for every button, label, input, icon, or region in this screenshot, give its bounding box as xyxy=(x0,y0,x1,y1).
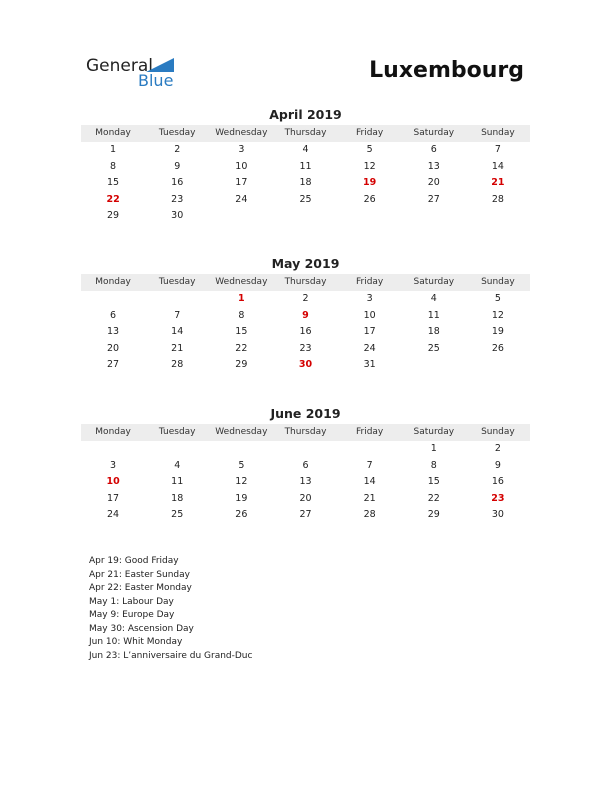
day-cell: 9 xyxy=(302,309,309,321)
weekday-label: Friday xyxy=(355,128,384,138)
holiday-item: Jun 10: Whit Monday xyxy=(89,637,183,647)
day-cell: 17 xyxy=(107,492,120,504)
month-june xyxy=(81,406,530,524)
country-title: Luxembourg xyxy=(369,58,524,83)
day-cell xyxy=(81,291,145,308)
day-cell: 22 xyxy=(106,193,120,205)
day-cell: 25 xyxy=(171,509,184,521)
month-title: April 2019 xyxy=(269,107,342,122)
day-cell: 7 xyxy=(366,459,373,471)
weekday-header xyxy=(81,125,530,142)
day-cell: 21 xyxy=(363,492,376,504)
week-row xyxy=(81,357,530,374)
weekday-label: Sunday xyxy=(481,427,515,437)
day-cell: 13 xyxy=(107,326,120,338)
weekday-label: Thursday xyxy=(284,128,327,138)
day-cell: 18 xyxy=(171,492,184,504)
day-cell: 5 xyxy=(494,293,501,304)
weekday-label: Monday xyxy=(95,128,131,138)
day-cell: 11 xyxy=(427,309,440,321)
day-cell: 5 xyxy=(366,144,373,155)
day-cell xyxy=(145,291,209,308)
day-cell: 19 xyxy=(491,326,504,338)
month-title: June 2019 xyxy=(270,406,341,421)
day-cell: 26 xyxy=(363,193,376,205)
weekday-label: Wednesday xyxy=(215,128,268,138)
day-cell: 13 xyxy=(427,160,440,172)
day-cell: 1 xyxy=(430,443,437,454)
day-cell: 25 xyxy=(427,342,440,354)
weekday-label: Sunday xyxy=(481,277,515,287)
day-cell: 28 xyxy=(171,359,184,371)
day-cell: 5 xyxy=(238,459,245,471)
weekday-label: Saturday xyxy=(413,277,455,287)
day-cell: 8 xyxy=(110,160,117,172)
day-cell xyxy=(145,441,209,458)
day-cell: 19 xyxy=(363,177,377,189)
weekday-label: Tuesday xyxy=(158,128,196,138)
day-cell: 12 xyxy=(363,160,376,172)
weekday-label: Monday xyxy=(95,277,131,287)
day-cell: 31 xyxy=(363,359,376,371)
day-cell xyxy=(273,208,337,225)
day-cell: 9 xyxy=(494,459,501,471)
day-cell xyxy=(209,208,273,225)
day-cell: 11 xyxy=(171,476,184,488)
weekday-label: Tuesday xyxy=(158,277,196,287)
day-cell: 25 xyxy=(299,193,312,205)
day-cell: 9 xyxy=(174,160,181,172)
day-cell: 22 xyxy=(235,342,248,354)
day-cell: 4 xyxy=(302,144,309,155)
day-cell: 29 xyxy=(427,509,440,521)
day-cell xyxy=(209,441,273,458)
day-cell: 26 xyxy=(235,509,248,521)
day-cell: 22 xyxy=(427,492,440,504)
day-cell: 24 xyxy=(235,193,248,205)
week-row xyxy=(81,324,530,341)
day-cell: 18 xyxy=(299,177,312,189)
day-cell: 14 xyxy=(491,160,504,172)
day-cell: 1 xyxy=(238,293,245,304)
day-cell: 7 xyxy=(494,144,501,155)
day-cell: 13 xyxy=(299,476,312,488)
day-cell xyxy=(466,208,530,225)
day-cell: 3 xyxy=(110,459,117,471)
day-cell: 14 xyxy=(171,326,184,338)
logo-text-general: General xyxy=(86,56,153,76)
day-cell: 7 xyxy=(174,309,181,321)
day-cell: 28 xyxy=(491,193,504,205)
week-row xyxy=(81,341,530,358)
holiday-item: May 30: Ascension Day xyxy=(89,623,194,634)
logo-text-blue: Blue xyxy=(138,71,174,90)
day-cell: 20 xyxy=(107,342,120,354)
day-cell xyxy=(402,208,466,225)
day-cell: 23 xyxy=(491,492,505,504)
day-cell: 1 xyxy=(110,144,117,155)
month-april xyxy=(81,107,530,225)
day-cell: 23 xyxy=(299,342,312,354)
day-cell: 3 xyxy=(366,293,373,304)
day-cell: 30 xyxy=(298,359,313,371)
holiday-list xyxy=(89,555,252,663)
week-row xyxy=(81,458,530,475)
day-cell: 15 xyxy=(235,326,248,338)
day-cell: 20 xyxy=(427,177,440,189)
day-cell: 29 xyxy=(107,210,120,222)
weekday-header xyxy=(81,274,530,291)
day-cell: 27 xyxy=(107,359,120,371)
day-cell: 6 xyxy=(110,309,117,321)
week-row xyxy=(81,291,530,308)
week-row xyxy=(81,192,530,209)
day-cell: 20 xyxy=(299,492,312,504)
day-cell: 12 xyxy=(235,476,248,488)
day-cell: 6 xyxy=(302,459,309,471)
day-cell: 8 xyxy=(430,459,437,471)
weekday-label: Saturday xyxy=(413,128,455,138)
week-row xyxy=(81,208,530,225)
month-title: May 2019 xyxy=(271,256,340,271)
day-cell: 23 xyxy=(171,193,184,205)
week-row xyxy=(81,474,530,491)
day-cell: 30 xyxy=(491,509,504,521)
day-cell xyxy=(402,357,466,374)
day-cell: 16 xyxy=(299,326,312,338)
logo-triangle-icon xyxy=(146,58,174,72)
day-cell: 28 xyxy=(363,509,376,521)
month-weeks xyxy=(81,291,530,374)
week-row xyxy=(81,308,530,325)
day-cell: 11 xyxy=(299,160,312,172)
day-cell: 10 xyxy=(363,309,376,321)
day-cell: 4 xyxy=(430,293,437,304)
day-cell: 2 xyxy=(302,293,309,304)
day-cell xyxy=(338,441,402,458)
day-cell xyxy=(466,357,530,374)
holiday-item: May 1: Labour Day xyxy=(89,596,174,607)
month-weeks xyxy=(81,441,530,524)
day-cell: 2 xyxy=(174,144,181,155)
week-row xyxy=(81,159,530,176)
day-cell: 15 xyxy=(427,476,440,488)
day-cell: 27 xyxy=(299,509,312,521)
weekday-label: Wednesday xyxy=(215,427,268,437)
weekday-label: Monday xyxy=(95,427,131,437)
weekday-label: Thursday xyxy=(284,427,327,437)
weekday-header xyxy=(81,424,530,441)
day-cell: 17 xyxy=(235,177,248,189)
day-cell: 29 xyxy=(235,359,248,371)
weekday-label: Sunday xyxy=(481,128,515,138)
day-cell: 3 xyxy=(238,144,245,155)
day-cell: 24 xyxy=(107,509,120,521)
day-cell: 15 xyxy=(107,177,120,189)
weekday-label: Tuesday xyxy=(158,427,196,437)
day-cell: 6 xyxy=(430,144,437,155)
week-row xyxy=(81,491,530,508)
weekday-label: Saturday xyxy=(413,427,455,437)
holiday-item: Apr 19: Good Friday xyxy=(89,556,179,566)
weekday-label: Wednesday xyxy=(215,277,268,287)
day-cell: 19 xyxy=(235,492,248,504)
day-cell: 2 xyxy=(494,443,501,454)
day-cell: 8 xyxy=(238,309,245,321)
week-row xyxy=(81,441,530,458)
holiday-item: Jun 23: L’anniversaire du Grand-Duc xyxy=(89,650,253,661)
week-row xyxy=(81,175,530,192)
month-weeks xyxy=(81,142,530,225)
day-cell: 17 xyxy=(363,326,376,338)
day-cell xyxy=(338,208,402,225)
day-cell: 16 xyxy=(491,476,504,488)
day-cell: 21 xyxy=(171,342,184,354)
day-cell: 26 xyxy=(491,342,504,354)
holiday-item: Apr 21: Easter Sunday xyxy=(89,569,190,580)
day-cell: 24 xyxy=(363,342,376,354)
holiday-item: May 9: Europe Day xyxy=(89,610,175,620)
weekday-label: Friday xyxy=(355,427,384,437)
holiday-item: Apr 22: Easter Monday xyxy=(89,583,192,593)
week-row xyxy=(81,142,530,159)
day-cell: 4 xyxy=(174,459,181,471)
weekday-label: Thursday xyxy=(284,277,327,287)
day-cell: 30 xyxy=(171,210,184,222)
day-cell xyxy=(81,441,145,458)
day-cell: 18 xyxy=(427,326,440,338)
day-cell: 16 xyxy=(171,177,184,189)
day-cell: 12 xyxy=(491,309,504,321)
brand-logo xyxy=(86,56,196,92)
day-cell xyxy=(273,441,337,458)
day-cell: 14 xyxy=(363,476,376,488)
day-cell: 27 xyxy=(427,193,440,205)
day-cell: 10 xyxy=(106,476,120,488)
week-row xyxy=(81,507,530,524)
day-cell: 21 xyxy=(491,177,505,189)
weekday-label: Friday xyxy=(355,277,384,287)
month-may xyxy=(81,256,530,374)
day-cell: 10 xyxy=(235,160,248,172)
